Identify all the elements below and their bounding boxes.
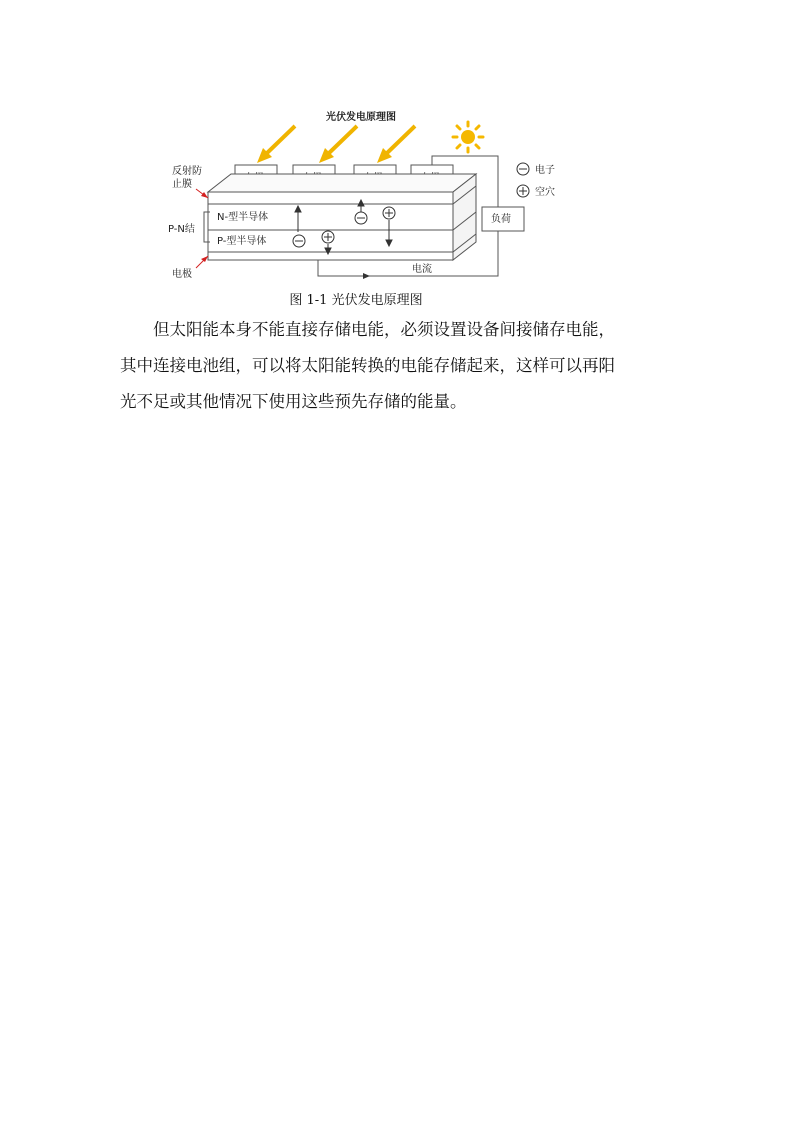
paragraph-line-2: 其中连接电池组，可以将太阳能转换的电能存储起来，这样可以再阳 <box>120 356 615 375</box>
pointer-arrow-icon <box>201 192 208 198</box>
current-arrow-icon <box>363 273 370 279</box>
sunlight-arrow-icon <box>386 126 415 154</box>
diagram-title: 光伏发电原理图 <box>326 112 396 123</box>
legend-electron-label: 电子 <box>535 165 555 176</box>
sunlight-arrow-icon <box>266 126 295 154</box>
antireflection-label-line2: 止膜 <box>172 179 192 190</box>
pn-junction-label: P-N结 <box>168 224 195 235</box>
p-layer-label: P-型半导体 <box>217 236 267 247</box>
sun-icon <box>453 122 483 152</box>
sunlight-arrows <box>257 126 415 163</box>
sunlight-arrow-icon <box>328 126 357 154</box>
bottom-electrode-label: 电极 <box>172 269 192 280</box>
paragraph-line-1: 但太阳能本身不能直接存储电能，必须设置设备间接储存电能， <box>153 320 615 339</box>
paragraph-line-3: 光不足或其他情况下使用这些预先存储的能量。 <box>120 392 467 411</box>
legend-hole-label: 空穴 <box>535 187 555 198</box>
legend <box>517 163 555 198</box>
diagram-svg <box>160 104 580 294</box>
photovoltaic-diagram <box>160 104 580 294</box>
n-layer-label: N-型半导体 <box>217 212 269 223</box>
current-label: 电流 <box>412 264 432 275</box>
load-label: 负荷 <box>491 214 511 225</box>
antireflection-label-line1: 反射防 <box>172 166 202 177</box>
pointer-arrow-icon <box>201 256 208 262</box>
figure-caption: 图 1-1 光伏发电原理图 <box>289 293 423 308</box>
body-paragraph <box>120 312 682 420</box>
